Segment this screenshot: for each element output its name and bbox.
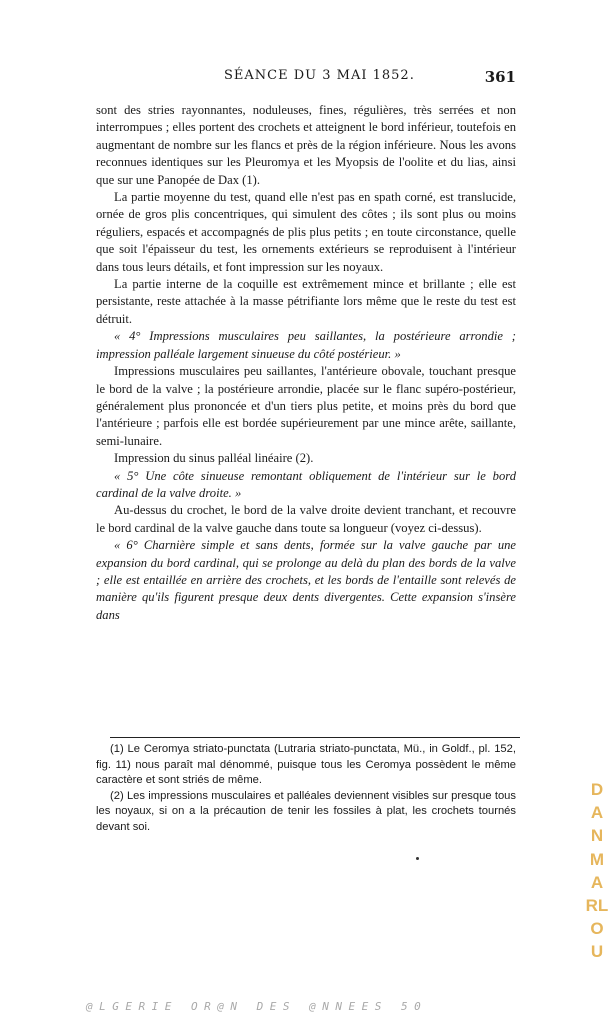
footnote: (1) Le Ceromya striato-punctata (Lutraria striato-punctata, Mü., in Goldf., pl. 152, fig. 11) nous paraît mal dénommé, puisque tous les Ceromya possèdent le même caractère et sont striés de même. <box>96 743 516 787</box>
quoted-characteristic: « 5° Une côte sinueuse remontant obliquement de l'intérieur sur le bord cardinal de la valve droite. » <box>96 468 516 500</box>
bottom-watermark: @LGERIE OR@N DES @NNEES 50 <box>86 1000 428 1013</box>
print-speck <box>416 857 419 860</box>
footnote: (2) Les impressions musculaires et palléales deviennent visibles sur presque tous les noyaux, si on a la précaution de tenir les fossiles à plat, les crochets tournés devant soi. <box>96 789 516 833</box>
page-number: 361 <box>484 68 516 86</box>
footnote-divider <box>110 737 520 738</box>
paragraph: Impression du sinus palléal linéaire (2). <box>114 451 314 466</box>
running-title: SÉANCE DU 3 MAI 1852. <box>224 68 415 83</box>
footnotes <box>96 742 516 836</box>
paragraph: La partie interne de la coquille est extrêmement mince et brillante ; elle est persistante, reste attachée à la masse pétrifiante lors même que le reste du test est détruit. <box>96 277 516 326</box>
side-watermark: DANMARLOU <box>585 780 609 962</box>
body-text <box>96 102 516 624</box>
paragraph: La partie moyenne du test, quand elle n'est pas en spath corné, est translucide, ornée de gros plis concentriques, qui simulent des côtes ; ils sont plus ou moins réguliers, espacés et accompagnés de plis plus petits ; en toute circonstance, quelle que soit l'épaisseur du test, les ornements extérieurs se reproduisent à l'intérieur dans tous leurs détails, et font impression sur les noyaux. <box>96 190 516 274</box>
paragraph: Impressions musculaires peu saillantes, l'antérieure obovale, touchant presque le bord de la valve ; la postérieure arrondie, placée sur le flanc supéro-postérieur, généralement plus prononcée et d'un tiers plus petite, et moins près du bord que l'antérieure ; parfois elle est bordée supérieurement par une mince arête, saillante, semi-lunaire. <box>96 364 516 448</box>
paragraph: Au-dessus du crochet, le bord de la valve droite devient tranchant, et recouvre le bord cardinal de la valve gauche dans toute sa longueur (voyez ci-dessus). <box>96 503 516 535</box>
paragraph: sont des stries rayonnantes, noduleuses, fines, régulières, très serrées et non interrompues ; elles portent des crochets et atteignent le bord inférieur, toutefois en augmentant de nombre sur les flancs et près de la région inférieure. Nous les avons reconnues identiques sur les Pleuromya et les Myopsis de l'oolite et du lias, ainsi que sur une Panopée de Dax (1). <box>96 103 516 187</box>
page-header <box>96 68 516 90</box>
quoted-characteristic: « 4° Impressions musculaires peu saillantes, la postérieure arrondie ; impression palléale largement sinueuse du côté postérieur. » <box>96 329 516 361</box>
quoted-characteristic: « 6° Charnière simple et sans dents, formée sur la valve gauche par une expansion du bord cardinal, qui se prolonge au delà du plan des bords de la valve ; elle est entaillée en arrière des crochets, et les bords de l'entaille sont relevés de manière qu'ils figurent presque deux dents divergentes. Cette expansion s'insère dans <box>96 538 516 622</box>
